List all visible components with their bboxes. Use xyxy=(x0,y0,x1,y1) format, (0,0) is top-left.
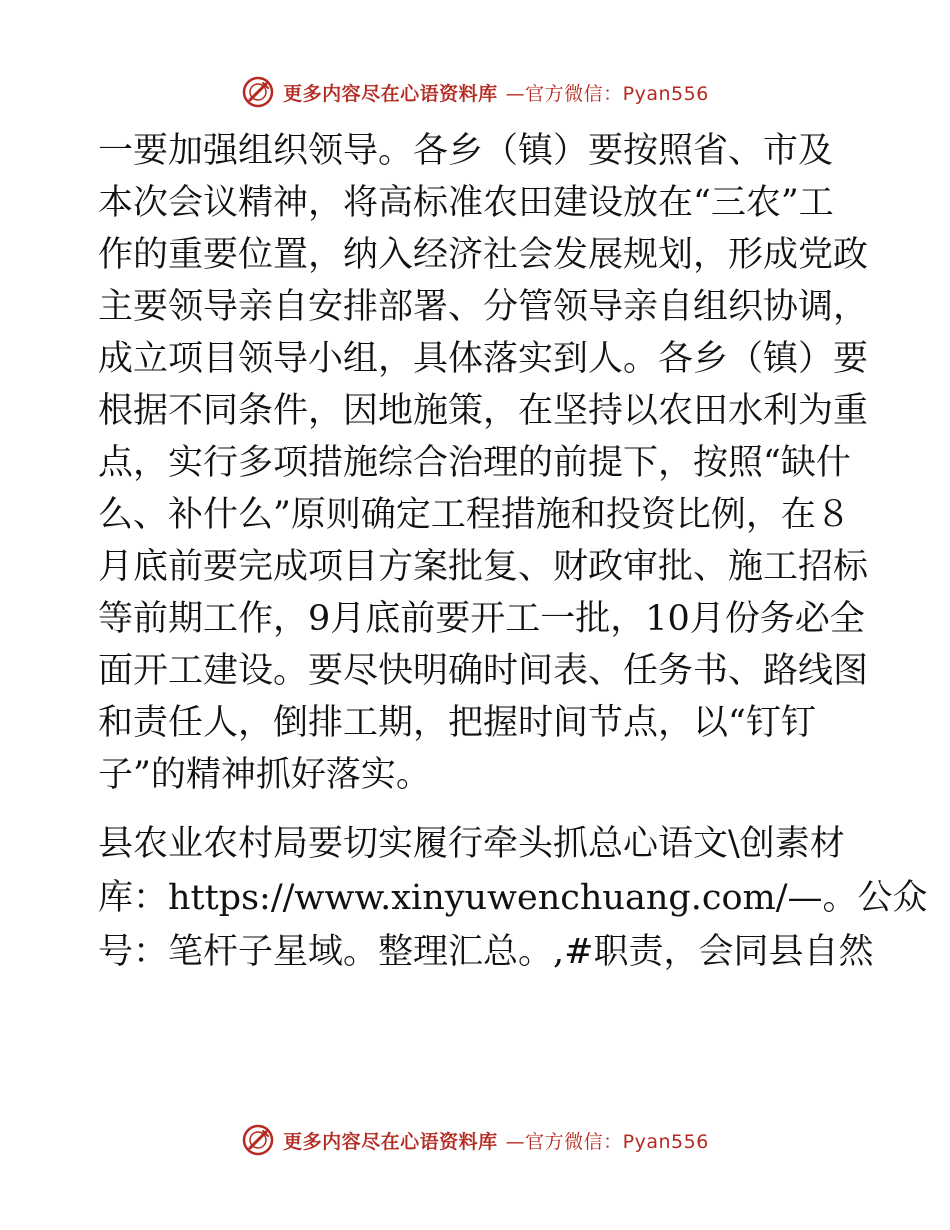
text-line: 子”的精神抓好落实。 xyxy=(98,755,431,795)
text-line: 月底前要完成项目方案批复、财政审批、施工招标 xyxy=(98,547,869,587)
watermark-sub-text: —官方微信：Pyan556 xyxy=(505,82,709,105)
paragraph-2 xyxy=(0,818,950,978)
watermark-main-text: 更多内容尽在心语资料库 xyxy=(283,82,498,105)
text-line: 号：笔杆子星域。整理汇总。,#职责，会同县自然 xyxy=(98,932,874,972)
text-line: 主要领导亲自安排部署、分管领导亲自组织协调， xyxy=(98,287,869,327)
text-line: 等前期工作，9月底前要开工一批，10月份务必全 xyxy=(98,599,865,639)
text-line: 县农业农村局要切实履行牵头抓总心语文\创素材 xyxy=(98,824,845,864)
paragraph-1 xyxy=(0,125,950,801)
text-line: 作的重要位置，纳入经济社会发展规划，形成党政 xyxy=(98,235,869,275)
watermark-sub-text: —官方微信：Pyan556 xyxy=(505,1130,709,1153)
stamp-logo-icon xyxy=(241,1123,275,1157)
header-watermark xyxy=(0,72,950,112)
text-line: 本次会议精神，将高标准农田建设放在“三农”工 xyxy=(98,183,834,223)
text-line: 根据不同条件，因地施策，在坚持以农田水利为重 xyxy=(98,391,869,431)
footer-watermark xyxy=(0,1120,950,1160)
text-line: 面开工建设。要尽快明确时间表、任务书、路线图 xyxy=(98,651,869,691)
text-line: 一要加强组织领导。各乡（镇）要按照省、市及 xyxy=(98,131,834,171)
text-line: 成立项目领导小组，具体落实到人。各乡（镇）要 xyxy=(98,339,869,379)
text-line: 和责任人，倒排工期，把握时间节点，以“钉钉 xyxy=(98,703,816,743)
document-body xyxy=(0,125,950,978)
watermark-main-text: 更多内容尽在心语资料库 xyxy=(283,1130,498,1153)
text-line: 点，实行多项措施综合治理的前提下，按照“缺什 xyxy=(98,443,851,483)
text-line: 么、补什么”原则确定工程措施和投资比例，在８ xyxy=(98,495,851,535)
stamp-logo-icon xyxy=(241,75,275,109)
text-line: 库：https://www.xinyuwenchuang.com/—。公众 xyxy=(98,878,928,918)
